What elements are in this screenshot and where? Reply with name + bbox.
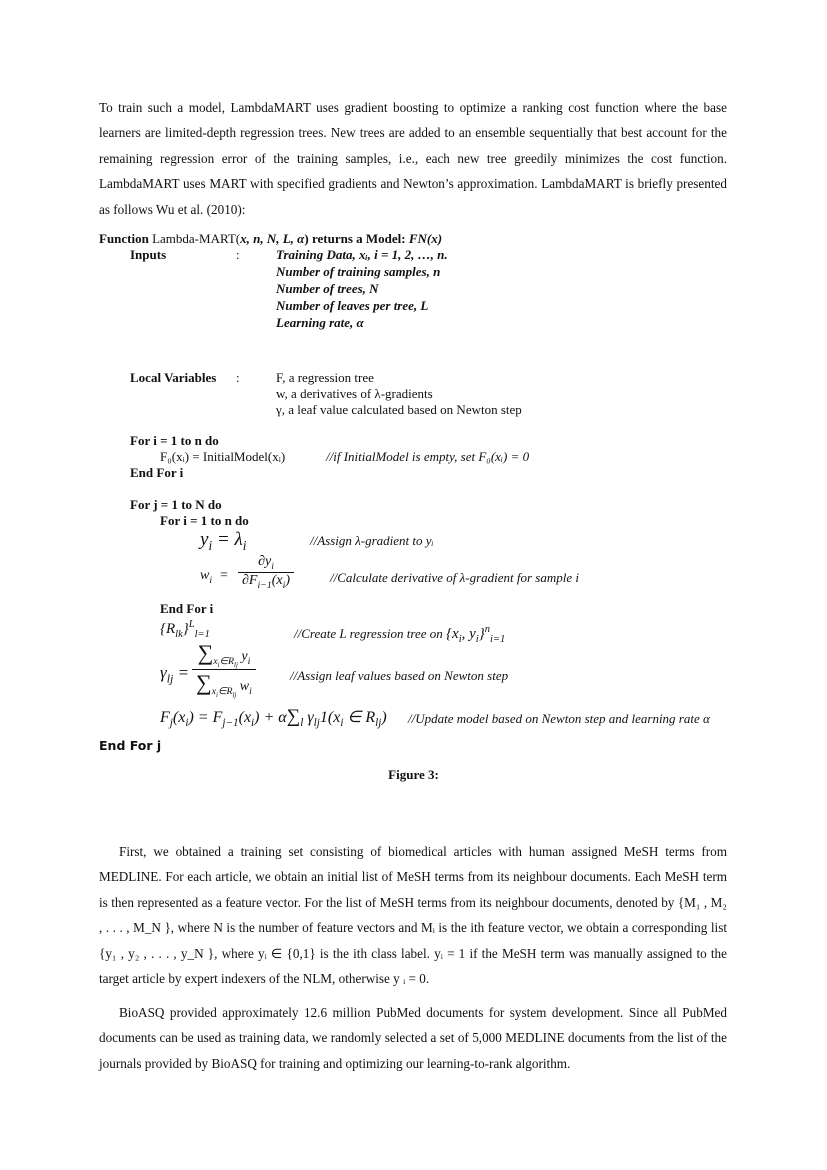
input-line: Number of training samples, n	[276, 264, 441, 279]
intro-paragraph: To train such a model, LambdaMART uses gradient boosting to optimize a ranking cost function where the base learners are limited-depth regression trees. New trees are added to an ensemble sequentially that best account for the remaining regression error of the training samples, i.e., each new tree greedily minimizes the cost function. LambdaMART uses MART with specified gradients and Newton’s approximation. LambdaMART is briefly presented as follows Wu et al. (2010):	[99, 100, 727, 217]
inner-for-i-line: For i = 1 to n do	[160, 513, 249, 528]
bioasq-paragraph: BioASQ provided approximately 12.6 million PubMed documents for system development. Since all PubMed documents can be used as training data, we randomly selected a set of 5,000 MEDLINE documents from the list of the journals provided by BioASQ for training and optimizing our learning-to-rank algorithm.	[99, 1005, 727, 1071]
local-variable-line: γ, a leaf value calculated based on Newton step	[276, 402, 522, 417]
for-j-line: For j = 1 to N do	[130, 497, 222, 512]
end-for-i-inner-line: End For i	[160, 601, 214, 616]
lambda-assign-formula: $y_i = \lambda_i$	[200, 529, 247, 553]
input-line: Number of leaves per tree, L	[276, 298, 429, 313]
input-line: Learning rate, α	[276, 315, 364, 330]
w-symbol: $w_i$ =	[200, 568, 229, 586]
local-variables-label: Local Variables	[130, 370, 217, 385]
tree-set-formula: $\{R_{lk}\}^L_{l=1}$	[160, 619, 210, 640]
local-variable-line: w, a derivatives of λ-gradients	[276, 386, 433, 401]
inputs-colon: :	[236, 247, 240, 262]
derivative-fraction: $\frac{\partial y_i}{\partial F_{i-1}(x_i)}$	[238, 554, 294, 591]
end-for-i-line: End For i	[130, 465, 184, 480]
derivative-comment: //Calculate derivative of λ-gradient for sample i	[330, 570, 579, 585]
function-header: Function Lambda-MART(x, n, N, L, α) returns a Model: FN(x)	[99, 231, 443, 246]
local-variable-line: F, a regression tree	[276, 370, 374, 385]
gamma-symbol: $\gamma_{lj}$ =	[160, 663, 190, 686]
init-line: F₀(xᵢ) = InitialModel(xᵢ)	[160, 449, 286, 464]
for-i-line: For i = 1 to n do	[130, 433, 219, 448]
inputs-label: Inputs	[130, 247, 167, 262]
update-comment: //Update model based on Newton step and learning rate α	[408, 711, 710, 726]
input-line: Number of trees, N	[276, 281, 379, 296]
update-formula: $F_j(x_i) = F_{j-1}(x_i) + \alpha\sum_l$ $\gamma_{lj}1(x_i$ ∈ $R_{lj}$)	[160, 706, 387, 730]
figure-caption: Figure 3:	[388, 767, 439, 782]
assign-lambda-comment: //Assign λ-gradient to yᵢ	[310, 533, 434, 548]
create-tree-comment: //Create L regression tree on {$x_i$, $y_i\}^n_{i=1}$	[294, 624, 506, 645]
init-comment: //if InitialModel is empty, set F₀(xᵢ) = 0	[326, 449, 530, 464]
first-paragraph: First, we obtained a training set consisting of biomedical articles with human assigned MeSH terms from MEDLINE. For each article, we obtain an initial list of MeSH terms from its neighbour documents. Each MeSH term is then represented as a feature vector. For the list of MeSH terms from its neighbour documents, denoted by {M₁ , M₂ , . . . , M_N }, where N is the number of feature vectors and Mᵢ is the ith feature vector, we obtain a corresponding list {y₁ , y₂ , . . . , y_N }, where yᵢ ∈ {0,1} is the ith class label. yᵢ = 1 if the MeSH term was manually assigned to the target article by expert indexers of the NLM, otherwise y ᵢ = 0.	[99, 844, 727, 987]
gamma-fraction: $\sum_{x_i\in R_{lj}}$ $y_i$ $\sum_{x_i\in R_{lj}}$ $w_i$	[192, 640, 256, 699]
input-line: Training Data, xᵢ, i = 1, 2, …, n.	[276, 247, 448, 262]
assign-leaf-comment: //Assign leaf values based on Newton step	[290, 668, 509, 683]
end-for-j-line: End For j	[99, 738, 162, 753]
local-colon: :	[236, 370, 240, 385]
